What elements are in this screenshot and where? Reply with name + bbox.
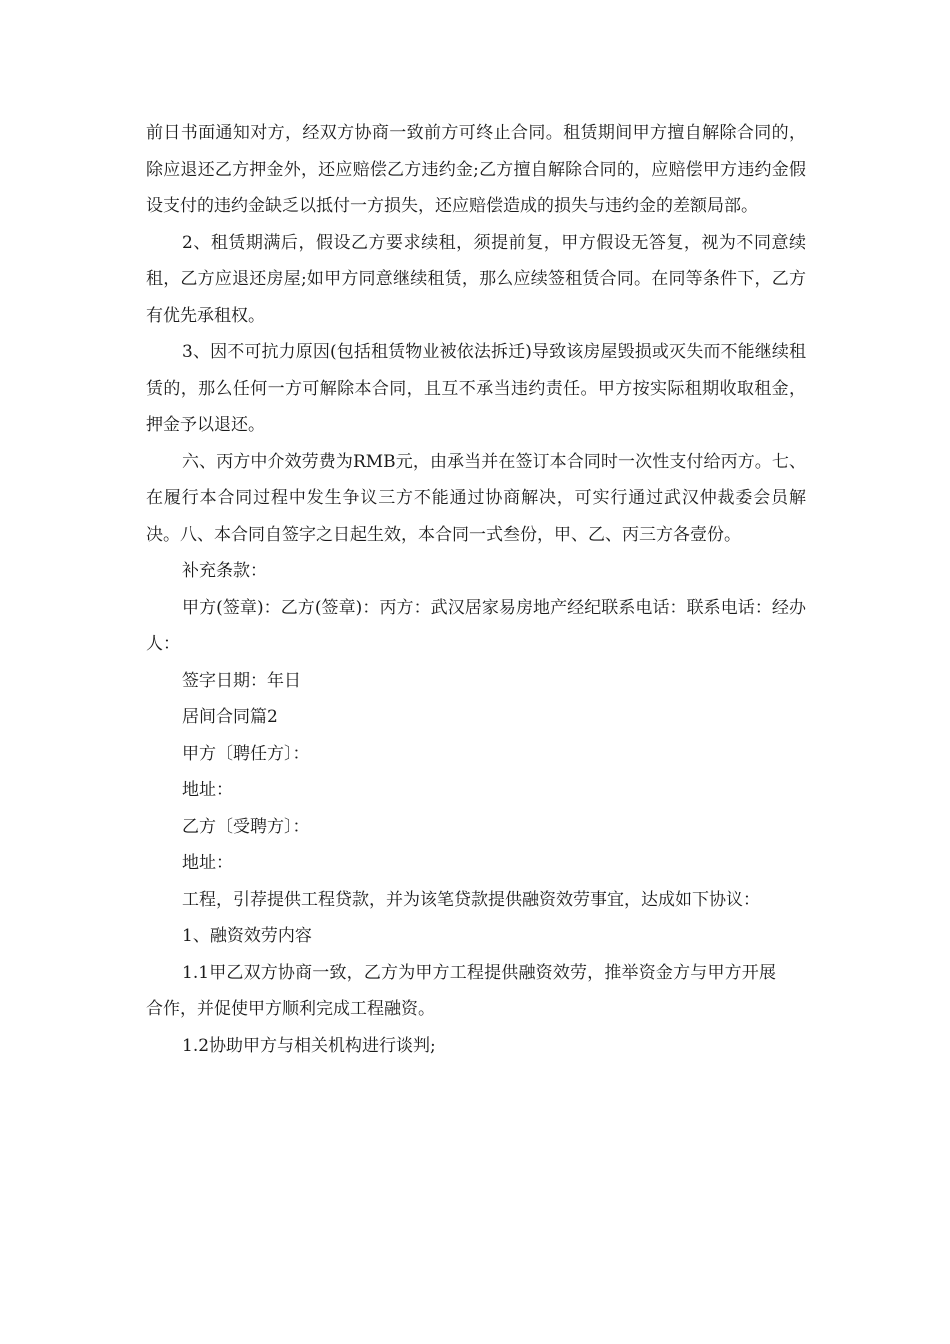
party-a-address: 地址： bbox=[182, 780, 233, 800]
section-title-contract-2: 居间合同篇2 bbox=[182, 707, 278, 727]
clause-1-1: 1.1甲乙双方协商一致，乙方为甲方工程提供融资效劳，推举资金方与甲方开展合作，并促使甲方顺利完成工程融资。 bbox=[146, 962, 776, 1019]
heading-financing-service: 1、融资效劳内容 bbox=[182, 926, 312, 946]
party-b-label: 乙方〔受聘方〕： bbox=[182, 816, 310, 837]
party-a-label: 甲方〔聘任方〕： bbox=[182, 743, 310, 764]
clause-1-2: 1.2协助甲方与相关机构进行谈判; bbox=[182, 1035, 436, 1056]
paragraph-termination: 前日书面通知对方，经双方协商一致前方可终止合同。租赁期间甲方擅自解除合同的，除应退还乙方押金外，还应赔偿乙方违约金;乙方擅自解除合同的，应赔偿甲方违约金假设支付的违约金缺乏以抵付一方损失，还应赔偿造成的损失与违约金的差额局部。 bbox=[146, 123, 806, 216]
paragraph-sign-date: 签字日期：年日 bbox=[182, 670, 301, 691]
paragraph-signatures: 甲方(签章)：乙方(签章)：丙方：武汉居家易房地产经纪联系电话：联系电话：经办人： bbox=[146, 597, 806, 654]
paragraph-agreement-intro: 工程，引荐提供工程贷款，并为该笔贷款提供融资效劳事宜，达成如下协议： bbox=[182, 889, 760, 910]
paragraph-supplementary-terms: 补充条款： bbox=[182, 561, 267, 581]
paragraph-renewal: 2、租赁期满后，假设乙方要求续租，须提前复，甲方假设无答复，视为不同意续租，乙方应退还房屋;如甲方同意继续租赁，那么应续签租赁合同。在同等条件下，乙方有优先承租权。 bbox=[146, 232, 806, 326]
paragraph-force-majeure: 3、因不可抗力原因(包括租赁物业被依法拆迁)导致该房屋毁损或灭失而不能继续租赁的，那么任何一方可解除本合同，且互不承当违约责任。甲方按实际租期收取租金，押金予以退还。 bbox=[146, 342, 806, 435]
paragraph-agency-fee: 六、丙方中介效劳费为RMB元，由承当并在签订本合同时一次性支付给丙方。七、在履行本合同过程中发生争议三方不能通过协商解决，可实行通过武汉仲裁委会员解决。八、本合同自签字之日起生效，本合同一式叁份，甲、乙、丙三方各壹份。 bbox=[146, 451, 806, 545]
document-page bbox=[146, 115, 806, 1064]
party-b-address: 地址： bbox=[182, 853, 233, 873]
